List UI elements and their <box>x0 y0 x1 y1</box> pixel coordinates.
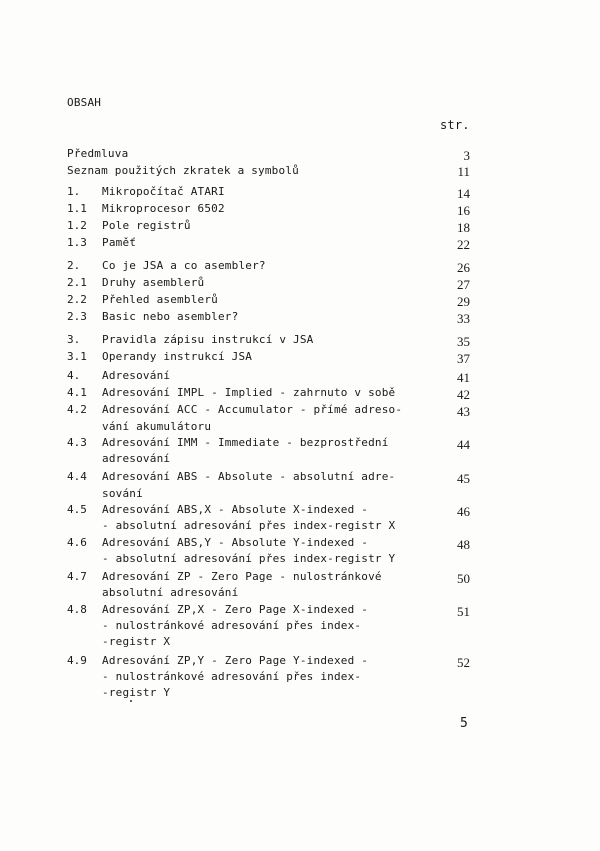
toc-entry-text-continued: - absolutní adresování přes index-registr X <box>102 519 396 532</box>
toc-entry-text-continued: -registr X <box>102 635 171 648</box>
toc-entry-text: Mikroprocesor 6502 <box>102 202 225 215</box>
toc-entry-number: 4.3 <box>67 436 87 449</box>
toc-entry-page: 42 <box>457 387 470 402</box>
toc-entry-number: 3. <box>67 333 81 346</box>
page-number: 5 <box>460 716 468 731</box>
toc-entry-number: 1. <box>67 185 81 198</box>
toc-entry-number: 3.1 <box>67 350 87 363</box>
toc-entry-page: 11 <box>457 164 470 179</box>
toc-entry-page: 50 <box>457 571 470 586</box>
toc-entry-text: Předmluva <box>67 147 129 160</box>
toc-entry-page: 48 <box>457 537 470 552</box>
toc-entry-text: Adresování IMM - Immediate - bezprostřední <box>102 436 389 449</box>
toc-entry-page: 51 <box>457 604 470 619</box>
toc-entry-text: Adresování ABS,Y - Absolute Y-indexed - <box>102 536 369 549</box>
toc-entry-text: Adresování ZP - Zero Page - nulostránkové <box>102 570 382 583</box>
toc-entry-page: 45 <box>457 471 470 486</box>
toc-entry-text: Pole registrů <box>102 219 191 232</box>
toc-entry-page: 26 <box>457 260 470 275</box>
toc-entry-number: 4.4 <box>67 470 87 483</box>
toc-entry-page: 18 <box>457 220 470 235</box>
toc-entry-number: 4.8 <box>67 603 87 616</box>
toc-entry-text: Adresování <box>102 369 171 382</box>
toc-entry-text-continued: absolutní adresování <box>102 586 239 599</box>
toc-entry-text-continued: - nulostránkové adresování přes index- <box>102 619 362 632</box>
toc-entry-text: Paměť <box>102 236 137 249</box>
toc-entry-number: 2.3 <box>67 310 87 323</box>
toc-entry-page: 33 <box>457 311 470 326</box>
toc-entry-page: 16 <box>457 203 470 218</box>
stray-mark <box>130 700 132 702</box>
page-column-header: str. <box>440 118 470 132</box>
toc-entry-page: 14 <box>457 186 470 201</box>
toc-entry-text: Adresování ABS - Absolute - absolutní adre- <box>102 470 396 483</box>
toc-entry-page: 41 <box>457 370 470 385</box>
toc-entry-text-continued: - absolutní adresování přes index-registr Y <box>102 552 396 565</box>
toc-entry-number: 2.2 <box>67 293 87 306</box>
toc-entry-text-continued: vání akumulátoru <box>102 420 212 433</box>
toc-entry-text: Druhy asemblerů <box>102 276 205 289</box>
toc-entry-number: 4.5 <box>67 503 87 516</box>
toc-entry-text: Operandy instrukcí JSA <box>102 350 253 363</box>
toc-entry-page: 35 <box>457 334 470 349</box>
toc-entry-page: 52 <box>457 655 470 670</box>
toc-entry-text: Adresování ZP,Y - Zero Page Y-indexed - <box>102 654 369 667</box>
toc-entry-page: 46 <box>457 504 470 519</box>
toc-entry-page: 29 <box>457 294 470 309</box>
toc-entry-text: Adresování ZP,X - Zero Page X-indexed - <box>102 603 369 616</box>
toc-entry-number: 4.9 <box>67 654 87 667</box>
toc-entry-text: Adresování IMPL - Implied - zahrnuto v sobě <box>102 386 396 399</box>
toc-entry-page: 43 <box>457 404 470 419</box>
toc-entry-text: Přehled asemblerů <box>102 293 218 306</box>
toc-entry-text-continued: - nulostránkové adresování přes index- <box>102 670 362 683</box>
toc-entry-text: Pravidla zápisu instrukcí v JSA <box>102 333 314 346</box>
toc-entry-text-continued: sování <box>102 487 143 500</box>
toc-entry-number: 1.2 <box>67 219 87 232</box>
toc-entry-number: 1.1 <box>67 202 87 215</box>
toc-entry-page: 37 <box>457 351 470 366</box>
toc-entry-text: Adresování ACC - Accumulator - přímé adreso- <box>102 403 403 416</box>
toc-entry-number: 1.3 <box>67 236 87 249</box>
toc-entry-number: 4.2 <box>67 403 87 416</box>
toc-entry-page: 27 <box>457 277 470 292</box>
toc-entry-text: Adresování ABS,X - Absolute X-indexed - <box>102 503 369 516</box>
toc-entry-number: 4.7 <box>67 570 87 583</box>
toc-entry-number: 2.1 <box>67 276 87 289</box>
toc-entry-text-continued: -registr Y <box>102 686 171 699</box>
toc-entry-number: 2. <box>67 259 81 272</box>
toc-title: OBSAH <box>67 96 102 109</box>
toc-entry-page: 44 <box>457 437 470 452</box>
toc-entry-text: Basic nebo asembler? <box>102 310 239 323</box>
toc-entry-page: 3 <box>463 148 470 163</box>
toc-entry-text: Seznam použitých zkratek a symbolů <box>67 164 299 177</box>
toc-entry-text: Mikropočítač ATARI <box>102 185 225 198</box>
toc-entry-number: 4.1 <box>67 386 87 399</box>
toc-entry-number: 4. <box>67 369 81 382</box>
toc-entry-page: 22 <box>457 237 470 252</box>
toc-entry-text-continued: adresování <box>102 452 171 465</box>
toc-entry-number: 4.6 <box>67 536 87 549</box>
toc-entry-text: Co je JSA a co asembler? <box>102 259 266 272</box>
